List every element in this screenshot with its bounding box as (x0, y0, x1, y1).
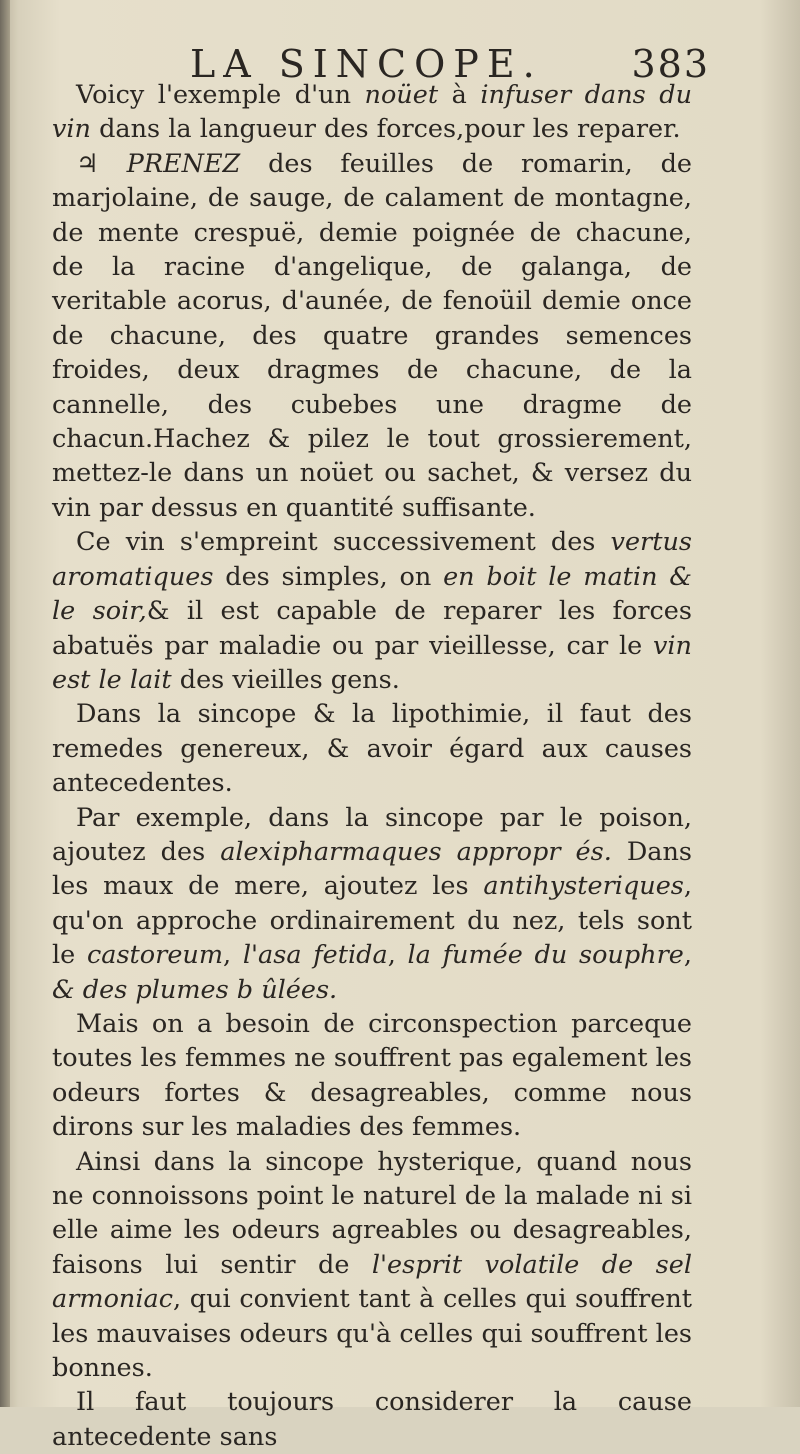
text-run: Dans les maux de mere, ajoutez les (52, 836, 692, 902)
italic-phrase: ♃ (76, 148, 127, 179)
text-run: Ainsi dans la sincope hysterique, quand nous ne connoissons point le naturel de la malade ni si elle aime les odeurs agreables ou desagreables, faisons lui sentir de (52, 1146, 692, 1280)
text-run: Mais on a besoin de circonspection parceque toutes les femmes ne souffrent pas egalement les odeurs fortes & desagreables, comme nous dirons sur les maladies des femmes. (52, 1008, 692, 1143)
paragraph (52, 1007, 692, 1145)
page-number: 383 (631, 42, 710, 86)
italic-phrase: l'esprit volatile de sel armoniac (52, 1249, 692, 1315)
italic-phrase: antihysteriques (483, 871, 684, 902)
italic-phrase: alexipharmaques appropr és. (220, 836, 612, 867)
text-run: à (438, 80, 481, 110)
text-run: dans la langueur des forces,pour les reparer. (91, 114, 681, 145)
italic-phrase: PRENEZ (126, 148, 241, 179)
paragraph (52, 147, 692, 525)
text-run: , (683, 940, 692, 971)
body-text (52, 78, 692, 1454)
italic-phrase: infuser dans du vin (52, 80, 692, 145)
paragraph (52, 697, 692, 800)
text-run: Ce vin s'empreint successivement des (76, 527, 611, 558)
paragraph (52, 801, 692, 1007)
text-run: Dans la sincope & la lipothimie, il faut des remedes genereux, & avoir égard aux causes antecedentes. (52, 699, 692, 799)
paragraph (52, 1385, 692, 1454)
text-run: , (223, 940, 243, 971)
paragraph (52, 525, 692, 697)
text-run: Par exemple, dans la sincope par le poison, ajoutez des (52, 802, 692, 867)
italic-phrase: la fumée du souphre (407, 940, 684, 971)
paragraph (52, 78, 692, 147)
italic-phrase: l'asa fetida (242, 940, 388, 971)
page-gutter-shadow (0, 0, 10, 1407)
text-run: , qu'on approche ordinairement du nez, tels sont le (52, 871, 692, 971)
text-run: & il est capable de reparer les forces abatuës par maladie ou par vieillesse, car le (52, 596, 692, 661)
italic-phrase: noüet (364, 80, 439, 110)
text-run: des vieilles gens. (171, 664, 400, 695)
italic-phrase: vertus aromatiques (52, 527, 692, 592)
text-run: , qui convient tant à celles qui souffrent les mauvaises odeurs qu'à celles qui souffrent les bonnes. (52, 1284, 692, 1384)
text-run: des feuilles de romarin, de marjolaine, de sauge, de calament de montagne, de mente crespuë, demie poignée de chacune, de la racine d'angelique, de galanga, de veritable acorus, d'aunée, de fenoüil demie once de chacune, des quatre grandes semences froides, deux dragmes de chacune, de la cannelle, des cubebes une dragme de chacun.Hachez & pilez le tout grossierement, mettez-le dans un noüet ou sachet, & versez du vin par dessus en quantité suffisante. (52, 148, 692, 523)
italic-phrase: en boit le matin & le soir, (52, 561, 692, 627)
text-run: Il faut toujours considerer la cause antecedente sans (52, 1387, 692, 1452)
text-run: Voicy l'exemple d'un (76, 80, 365, 110)
text-run: des simples, on (213, 561, 444, 592)
text-run: , (387, 940, 408, 971)
italic-phrase: & des plumes b ûlées. (52, 974, 338, 1005)
running-title: LA SINCOPE. (190, 42, 543, 86)
paragraph (52, 1145, 692, 1386)
italic-phrase: vin est le lait (52, 630, 692, 695)
italic-phrase: castoreum (86, 940, 224, 971)
